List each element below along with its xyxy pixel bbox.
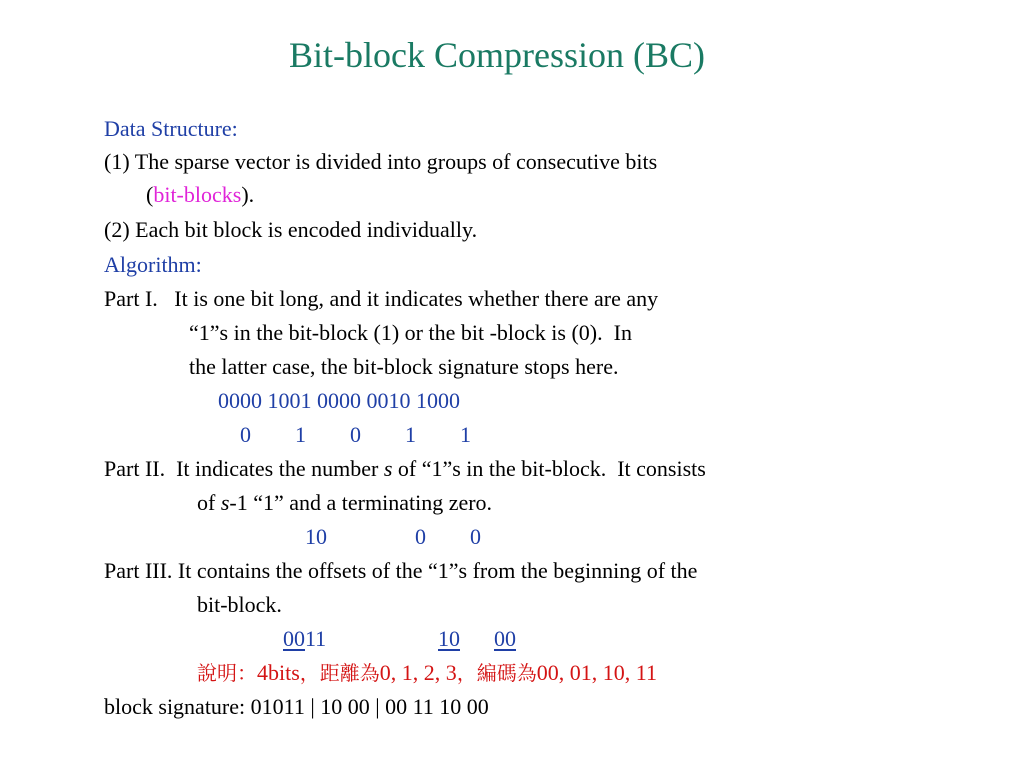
note-codes: 00, 01, 10, 11 bbox=[536, 660, 657, 685]
note-bits: 4bits bbox=[257, 660, 300, 685]
part1-bit-pattern: 0000 1001 0000 0010 1000 bbox=[218, 388, 460, 413]
data-structure-item-1: (1) The sparse vector is divided into groups of consecutive bits bbox=[104, 149, 658, 174]
note-offsets: 0, 1, 2, 3 bbox=[379, 660, 457, 685]
part2-var-s: s bbox=[383, 456, 393, 481]
part3-line-b: bit-block. bbox=[197, 592, 282, 617]
part3-code-2: 10 bbox=[438, 626, 460, 651]
note-distance: ，距離為 bbox=[299, 661, 380, 685]
part2b-text-pre: of bbox=[197, 490, 221, 515]
paren-close: ). bbox=[241, 182, 255, 207]
part1-line-a: Part I. It is one bit long, and it indicates whether there are any bbox=[104, 286, 659, 311]
algorithm-heading: Algorithm: bbox=[104, 252, 202, 277]
part2-text-post: of “1”s in the bit-block. It consists bbox=[392, 456, 706, 481]
part3-line-a: Part III. It contains the offsets of the “1”s from the beginning of the bbox=[104, 558, 698, 583]
block-signature: block signature: 01011 | 10 00 | 00 11 10 00 bbox=[104, 694, 489, 719]
part1-line-c: the latter case, the bit-block signature stops here. bbox=[189, 354, 619, 379]
paren-open: ( bbox=[146, 182, 154, 207]
data-structure-item-2: (2) Each bit block is encoded individually. bbox=[104, 217, 478, 242]
data-structure-heading: Data Structure: bbox=[104, 116, 238, 141]
part3-code-1-rest: 11 bbox=[305, 626, 327, 651]
part2-signature: 10 0 0 bbox=[305, 524, 481, 549]
part2-text-pre: Part II. It indicates the number bbox=[104, 456, 384, 481]
note-encoding: ，編碼為 bbox=[456, 661, 537, 685]
slide-title: Bit-block Compression (BC) bbox=[289, 35, 705, 75]
part1-line-b: “1”s in the bit-block (1) or the bit -block is (0). In bbox=[189, 320, 632, 345]
part2-line-a bbox=[104, 456, 706, 482]
data-structure-item-1-cont bbox=[146, 182, 254, 208]
part3-code-1-underlined: 00 bbox=[283, 626, 305, 651]
note-label: 說明： bbox=[197, 661, 257, 685]
part1-signature: 0 1 0 1 1 bbox=[240, 422, 471, 447]
bit-blocks-term: bit-blocks bbox=[153, 182, 242, 207]
explanation-note bbox=[197, 660, 657, 686]
part3-code-3: 00 bbox=[494, 626, 516, 651]
part2b-var-s: s bbox=[220, 490, 230, 515]
part2-line-b bbox=[197, 490, 492, 516]
part3-code-1 bbox=[283, 626, 326, 652]
part2b-text-post: -1 “1” and a terminating zero. bbox=[229, 490, 493, 515]
